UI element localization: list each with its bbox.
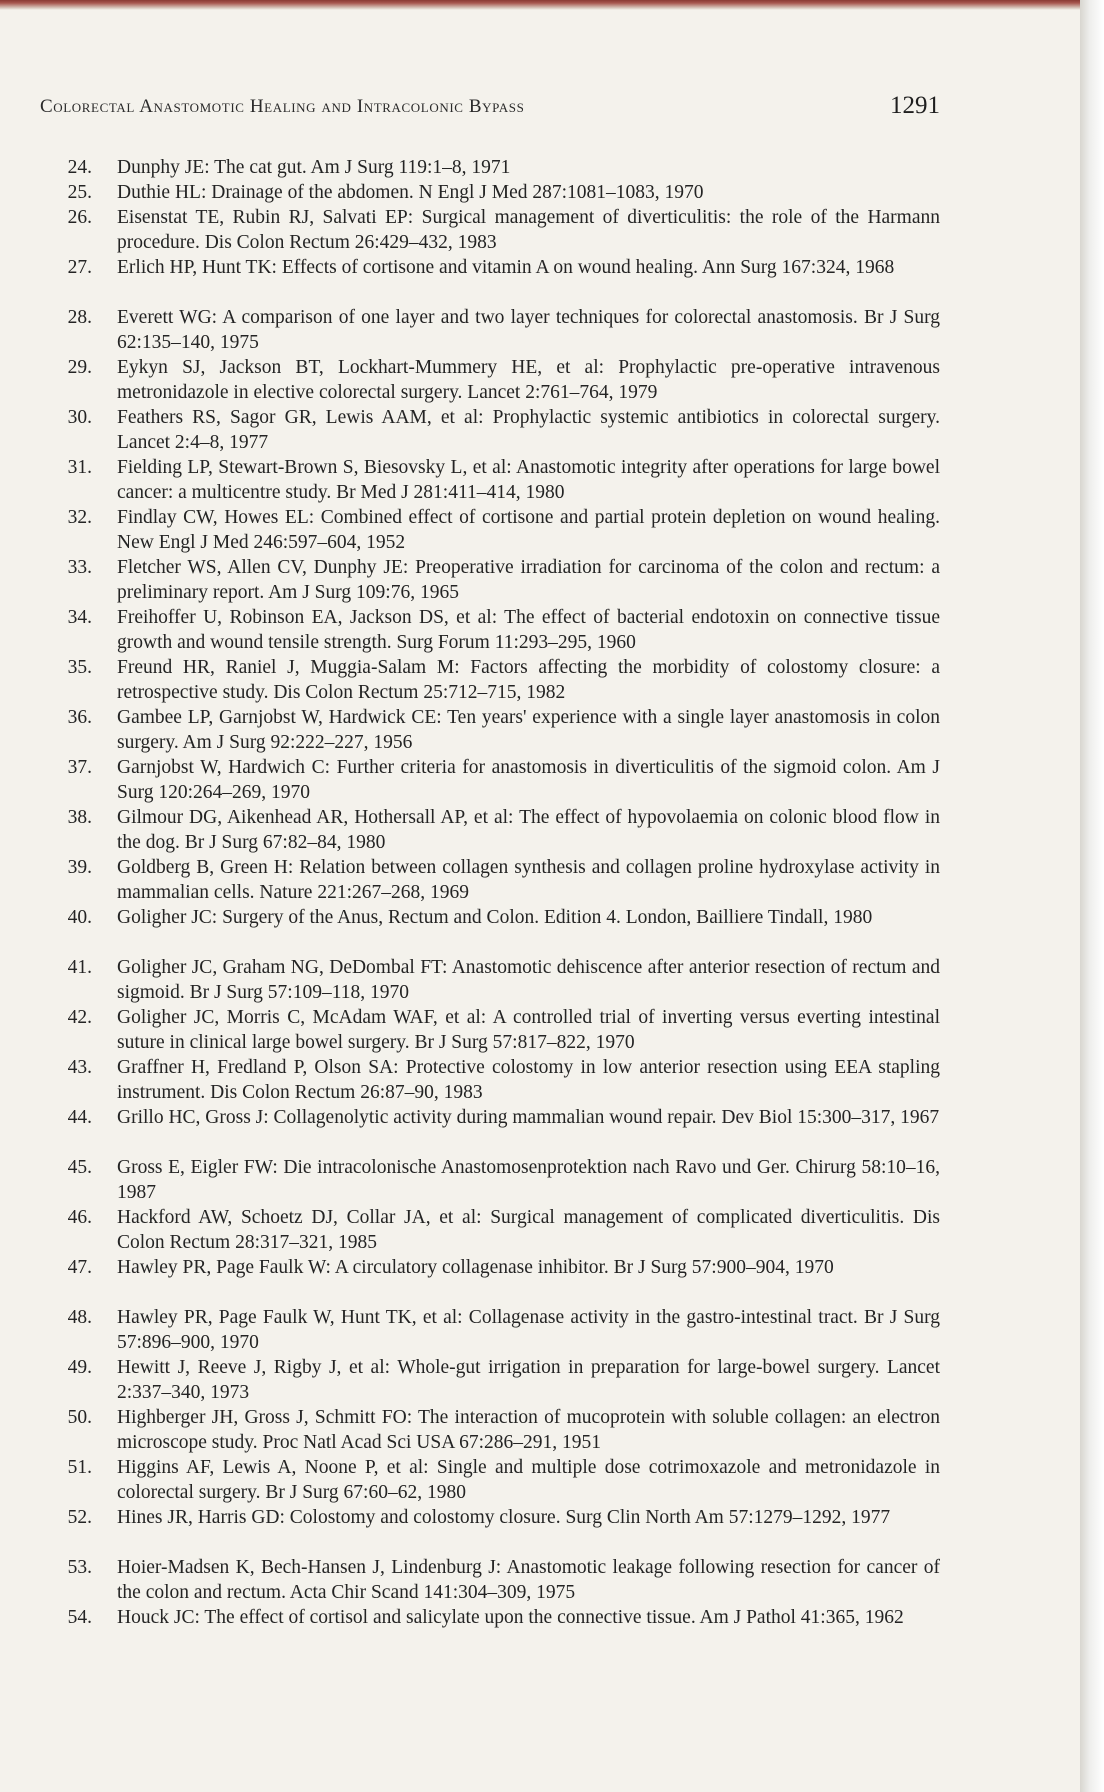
reference-number: 51. <box>67 1457 92 1478</box>
reference-number: 30. <box>67 407 92 428</box>
page-top-edge <box>0 0 1080 10</box>
reference-item <box>40 755 940 805</box>
reference-number: 26. <box>67 207 92 228</box>
reference-number: 53. <box>67 1557 92 1578</box>
reference-item <box>40 805 940 855</box>
reference-text: Eykyn SJ, Jackson BT, Lockhart-Mummery HE, et al: Prophylactic pre-operative intravenous metronidazole in elective colorectal surgery. Lancet 2:761–764, 1979 <box>117 357 940 403</box>
reference-text: Findlay CW, Howes EL: Combined effect of cortisone and partial protein depletion on wound healing. New Engl J Med 246:597–604, 1952 <box>117 507 940 553</box>
reference-text: Everett WG: A comparison of one layer and two layer techniques for colorectal anastomosis. Br J Surg 62:135–140, 1975 <box>117 307 940 353</box>
reference-number: 37. <box>67 757 92 778</box>
reference-text: Highberger JH, Gross J, Schmitt FO: The interaction of mucoprotein with soluble collagen: an electron microscope study. Proc Natl Acad Sci USA 67:286–291, 1951 <box>117 1407 940 1453</box>
reference-item <box>40 455 940 505</box>
reference-item <box>40 180 940 205</box>
reference-text: Gilmour DG, Aikenhead AR, Hothersall AP, et al: The effect of hypovolaemia on colonic blood flow in the dog. Br J Surg 67:82–84, 1980 <box>117 807 940 853</box>
reference-item <box>40 1555 940 1605</box>
reference-text: Gross E, Eigler FW: Die intracolonische Anastomosenprotektion nach Ravo und Ger. Chirurg 58:10–16, 1987 <box>117 1157 940 1203</box>
page-number: 1291 <box>890 92 940 119</box>
reference-number: 27. <box>67 257 92 278</box>
reference-item <box>40 855 940 905</box>
reference-text: Hawley PR, Page Faulk W, Hunt TK, et al: Collagenase activity in the gastro-intestinal tract. Br J Surg 57:896–900, 1970 <box>117 1307 940 1353</box>
reference-number: 46. <box>67 1207 92 1228</box>
reference-item <box>40 1355 940 1405</box>
reference-text: Hoier-Madsen K, Bech-Hansen J, Lindenburg J: Anastomotic leakage following resection for cancer of the colon and rectum. Acta Chir Scand 141:304–309, 1975 <box>117 1557 940 1603</box>
reference-text: Goldberg B, Green H: Relation between collagen synthesis and collagen proline hydroxylase activity in mammalian cells. Nature 221:267–268, 1969 <box>117 857 940 903</box>
reference-item <box>40 705 940 755</box>
reference-item <box>40 405 940 455</box>
reference-number: 38. <box>67 807 92 828</box>
reference-item <box>40 1105 940 1155</box>
reference-number: 49. <box>67 1357 92 1378</box>
reference-item <box>40 1305 940 1355</box>
reference-item <box>40 1405 940 1455</box>
reference-number: 25. <box>67 182 92 203</box>
reference-item <box>40 255 940 305</box>
reference-text: Garnjobst W, Hardwich C: Further criteria for anastomosis in diverticulitis of the sigmoid colon. Am J Surg 120:264–269, 1970 <box>117 757 940 803</box>
reference-number: 52. <box>67 1507 92 1528</box>
reference-item <box>40 1255 940 1305</box>
reference-number: 48. <box>67 1307 92 1328</box>
reference-number: 35. <box>67 657 92 678</box>
page-right-margin <box>1080 0 1104 1792</box>
reference-number: 29. <box>67 357 92 378</box>
reference-text: Higgins AF, Lewis A, Noone P, et al: Single and multiple dose cotrimoxazole and metronidazole in colorectal surgery. Br J Surg 67:60–62, 1980 <box>117 1457 940 1503</box>
reference-number: 40. <box>67 907 92 928</box>
reference-number: 28. <box>67 307 92 328</box>
running-title: Colorectal Anastomotic Healing and Intracolonic Bypass <box>40 96 525 117</box>
reference-text: Graffner H, Fredland P, Olson SA: Protective colostomy in low anterior resection using EEA stapling instrument. Dis Colon Rectum 26:87–90, 1983 <box>117 1057 940 1103</box>
reference-text: Hackford AW, Schoetz DJ, Collar JA, et al: Surgical management of complicated diverticulitis. Dis Colon Rectum 28:317–321, 1985 <box>117 1207 940 1253</box>
reference-text: Freihoffer U, Robinson EA, Jackson DS, et al: The effect of bacterial endotoxin on connective tissue growth and wound tensile strength. Surg Forum 11:293–295, 1960 <box>117 607 940 653</box>
reference-number: 24. <box>67 157 92 178</box>
reference-number: 45. <box>67 1157 92 1178</box>
reference-text: Fielding LP, Stewart-Brown S, Biesovsky L, et al: Anastomotic integrity after operations for large bowel cancer: a multicentre study. Br Med J 281:411–414, 1980 <box>117 457 940 503</box>
reference-number: 50. <box>67 1407 92 1428</box>
reference-number: 31. <box>67 457 92 478</box>
reference-text: Hawley PR, Page Faulk W: A circulatory collagenase inhibitor. Br J Surg 57:900–904, 1970 <box>117 1257 834 1278</box>
reference-number: 42. <box>67 1007 92 1028</box>
reference-text: Grillo HC, Gross J: Collagenolytic activity during mammalian wound repair. Dev Biol 15:300–317, 1967 <box>117 1107 940 1128</box>
reference-item <box>40 1205 940 1255</box>
reference-item <box>40 1055 940 1105</box>
reference-item <box>40 555 940 605</box>
reference-text: Feathers RS, Sagor GR, Lewis AAM, et al: Prophylactic systemic antibiotics in colorectal surgery. Lancet 2:4–8, 1977 <box>117 407 940 453</box>
reference-item <box>40 355 940 405</box>
reference-text: Freund HR, Raniel J, Muggia-Salam M: Factors affecting the morbidity of colostomy closure: a retrospective study. Dis Colon Rectum 25:712–715, 1982 <box>117 657 940 703</box>
reference-number: 33. <box>67 557 92 578</box>
reference-text: Hewitt J, Reeve J, Rigby J, et al: Whole-gut irrigation in preparation for large-bowel surgery. Lancet 2:337–340, 1973 <box>117 1357 940 1403</box>
reference-number: 41. <box>67 957 92 978</box>
reference-number: 39. <box>67 857 92 878</box>
reference-number: 32. <box>67 507 92 528</box>
reference-number: 43. <box>67 1057 92 1078</box>
reference-item <box>40 1155 940 1205</box>
reference-item <box>40 205 940 255</box>
reference-text: Hines JR, Harris GD: Colostomy and colostomy closure. Surg Clin North Am 57:1279–1292, 1977 <box>117 1507 891 1528</box>
reference-text: Fletcher WS, Allen CV, Dunphy JE: Preoperative irradiation for carcinoma of the colon and rectum: a preliminary report. Am J Surg 109:76, 1965 <box>117 557 940 603</box>
reference-text: Duthie HL: Drainage of the abdomen. N Engl J Med 287:1081–1083, 1970 <box>117 182 704 203</box>
reference-text: Gambee LP, Garnjobst W, Hardwick CE: Ten years' experience with a single layer anastomosis in colon surgery. Am J Surg 92:222–227, 1956 <box>117 707 940 753</box>
reference-item <box>40 955 940 1005</box>
reference-item <box>40 905 940 955</box>
reference-item <box>40 1605 940 1655</box>
reference-item <box>40 305 940 355</box>
reference-text: Dunphy JE: The cat gut. Am J Surg 119:1–8, 1971 <box>117 157 511 178</box>
reference-text: Eisenstat TE, Rubin RJ, Salvati EP: Surgical management of diverticulitis: the role of the Harmann procedure. Dis Colon Rectum 26:429–432, 1983 <box>117 207 940 253</box>
reference-list <box>40 155 940 1655</box>
reference-item <box>40 155 940 180</box>
reference-number: 34. <box>67 607 92 628</box>
reference-item <box>40 1455 940 1505</box>
reference-item <box>40 1005 940 1055</box>
reference-number: 44. <box>67 1107 92 1128</box>
reference-text: Goligher JC, Graham NG, DeDombal FT: Anastomotic dehiscence after anterior resection of rectum and sigmoid. Br J Surg 57:109–118, 1970 <box>117 957 940 1003</box>
reference-number: 36. <box>67 707 92 728</box>
reference-item <box>40 655 940 705</box>
reference-text: Goligher JC: Surgery of the Anus, Rectum and Colon. Edition 4. London, Bailliere Tindall, 1980 <box>117 907 873 928</box>
reference-item <box>40 1505 940 1555</box>
reference-text: Erlich HP, Hunt TK: Effects of cortisone and vitamin A on wound healing. Ann Surg 167:324, 1968 <box>117 257 895 278</box>
reference-number: 47. <box>67 1257 92 1278</box>
reference-text: Houck JC: The effect of cortisol and salicylate upon the connective tissue. Am J Pathol 41:365, 1962 <box>117 1607 904 1628</box>
reference-item <box>40 605 940 655</box>
reference-item <box>40 505 940 555</box>
reference-text: Goligher JC, Morris C, McAdam WAF, et al: A controlled trial of inverting versus everting intestinal suture in clinical large bowel surgery. Br J Surg 57:817–822, 1970 <box>117 1007 940 1053</box>
reference-number: 54. <box>67 1607 92 1628</box>
